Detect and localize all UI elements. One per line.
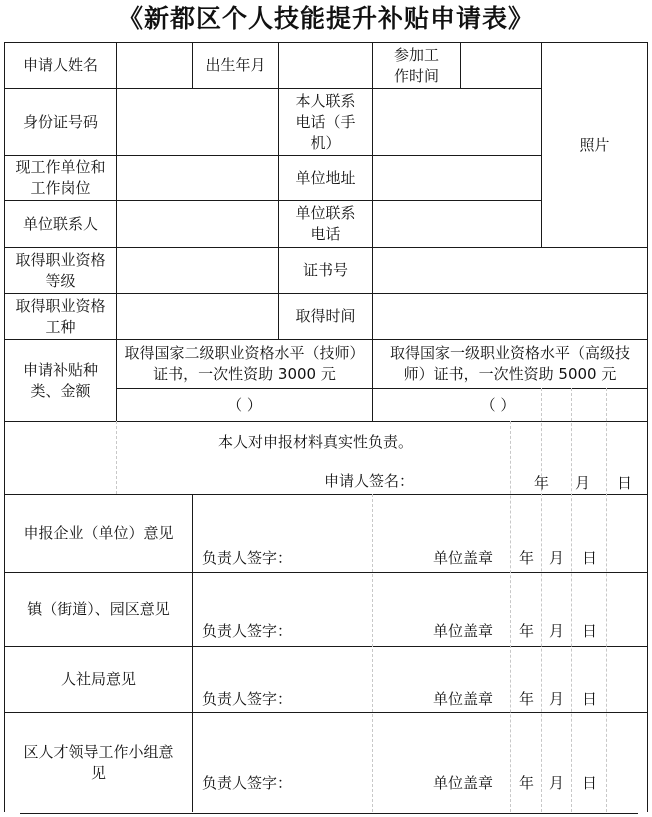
dashed-guide [541,388,542,812]
employer-address-label: 单位地址 [295,168,356,187]
obtain-time-field[interactable] [373,294,647,339]
certificate-number-label: 证书号 [302,261,348,279]
responsible-signature-label: 负责人签字： [202,774,293,792]
opinion-month: 月 [549,622,565,640]
responsible-signature-label: 负责人签字： [202,622,293,640]
qualification-type-label: 取得职业资格工种 [15,296,106,336]
birth-field[interactable] [279,43,372,88]
form-bottom-border [20,813,638,814]
subsidy-check-technician[interactable]: （ ） [227,395,262,414]
qualification-level-label: 取得职业资格等级 [15,250,106,290]
subsidy-type-label: 申请补贴种类、金额 [22,360,98,400]
opinion-day: 日 [582,622,598,640]
employer-label: 现工作单位和工作岗位 [15,158,106,197]
opinion-year: 年 [519,549,535,567]
id-number-label: 身份证号码 [22,112,98,131]
photo-box[interactable]: 照片 [579,135,610,154]
subsidy-option-technician: 取得国家二级职业资格水平（技师）证书，一次性资助 3000 元 [124,344,365,383]
opinion-day: 日 [582,690,598,708]
town-opinion-label: 镇（街道）、园区意见 [27,600,170,618]
certificate-number-field[interactable] [373,248,647,293]
form-right-border [647,42,648,812]
form-title: 《新都区个人技能提升补贴申请表》 [117,4,534,33]
phone-field[interactable] [373,89,541,155]
qualification-level-field[interactable] [117,248,278,293]
opinion-year: 年 [519,622,535,640]
declaration-month: 月 [575,474,591,492]
hr-bureau-opinion-label: 人社局意见 [60,670,136,688]
id-number-field[interactable] [117,89,278,155]
declaration-day: 日 [617,474,633,492]
dashed-guide [372,494,373,812]
opinion-day: 日 [582,549,598,567]
qualification-type-field[interactable] [117,294,278,339]
name-label: 申请人姓名 [22,56,98,74]
row-divider [4,421,648,422]
dashed-guide [510,421,511,812]
opinion-year: 年 [519,774,535,792]
responsible-signature-label: 负责人签字： [202,690,293,708]
subsidy-option-senior-technician: 取得国家一级职业资格水平（高级技师）证书，一次性资助 5000 元 [389,344,630,383]
unit-seal-label: 单位盖章 [433,774,494,792]
opinion-month: 月 [549,549,565,567]
opinion-year: 年 [519,690,535,708]
name-field[interactable] [117,43,192,88]
column-divider [192,494,193,812]
talent-group-opinion-label: 区人才领导工作小组意见 [23,743,174,782]
opinion-day: 日 [582,774,598,792]
dashed-guide [571,388,572,812]
dashed-guide [606,388,607,812]
company-opinion-label: 申报企业（单位）意见 [23,524,174,542]
employer-field[interactable] [117,156,278,200]
declaration-statement: 本人对申报材料真实性负责。 [218,433,414,451]
contact-phone-field[interactable] [373,201,541,247]
obtain-time-label: 取得时间 [295,307,356,325]
contact-person-field[interactable] [117,201,278,247]
work-start-field[interactable] [461,43,541,88]
contact-person-label: 单位联系人 [22,214,98,233]
dashed-guide [116,421,117,494]
unit-seal-label: 单位盖章 [433,690,494,708]
applicant-signature-label: 申请人签名： [324,472,415,490]
contact-phone-label: 单位联系电话 [295,204,356,243]
opinion-month: 月 [549,774,565,792]
responsible-signature-label: 负责人签字： [202,549,293,567]
phone-label: 本人联系电话（手机） [295,91,356,152]
opinion-month: 月 [549,690,565,708]
declaration-year: 年 [534,474,550,492]
unit-seal-label: 单位盖章 [433,549,494,567]
birth-label: 出生年月 [205,56,266,74]
unit-seal-label: 单位盖章 [433,622,494,640]
work-start-label: 参加工作时间 [393,45,439,85]
subsidy-check-senior-technician[interactable]: （ ） [480,395,516,414]
employer-address-field[interactable] [373,156,541,200]
